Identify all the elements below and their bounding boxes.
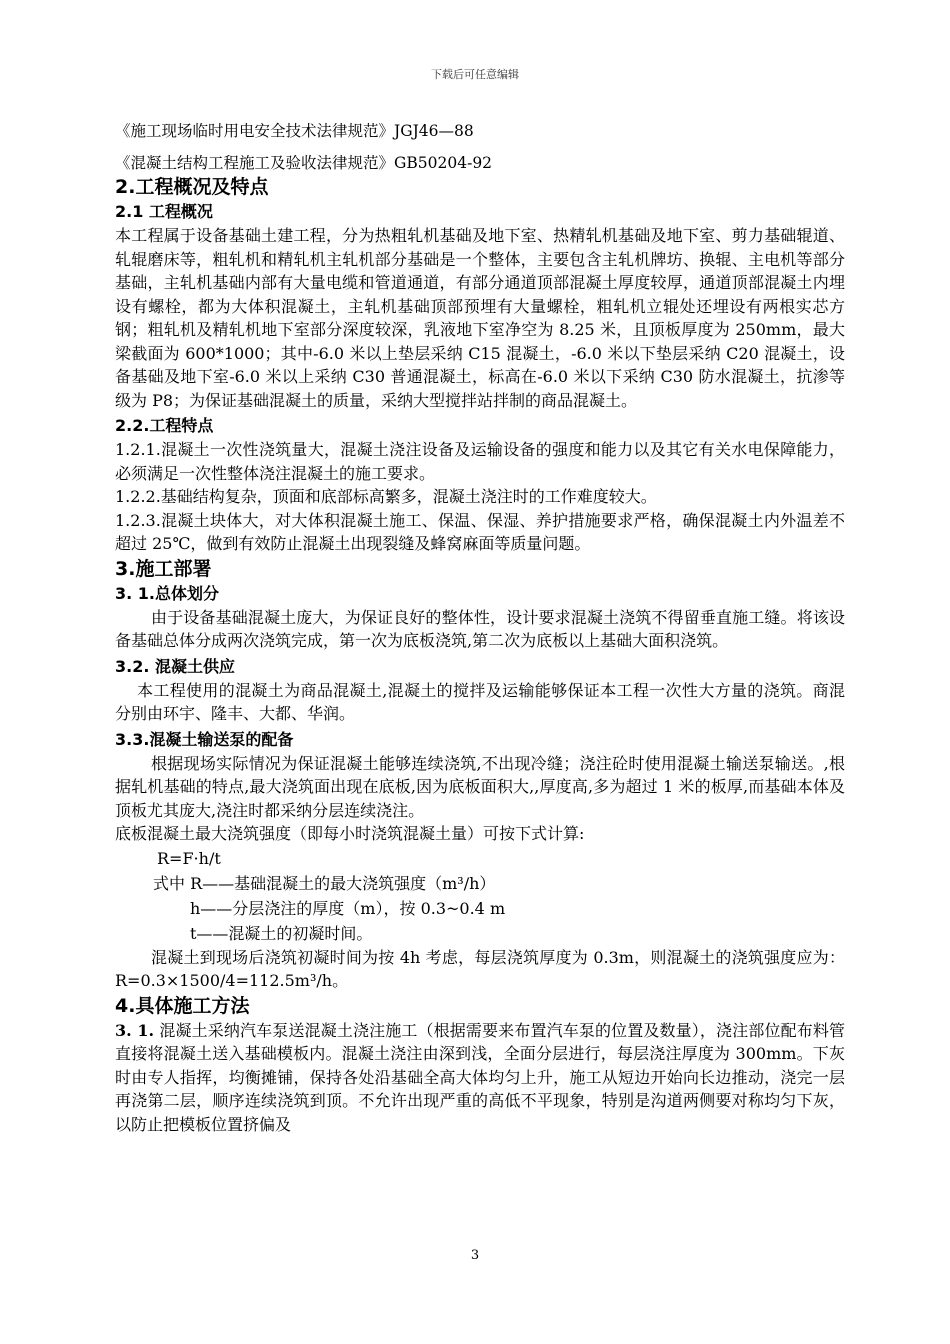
section-4-heading: 4.具体施工方法 — [115, 994, 250, 1017]
section-3-3-heading: 3.3.混凝土输送泵的配备 — [115, 729, 294, 749]
page-number: 3 — [470, 1248, 480, 1263]
feature-item-3: 1.2.3.混凝土块体大，对大体积混凝土施工、保温、保湿、养护措施要求严格，确保混凝土内外温差不超过 25℃，做到有效防止混凝土出现裂缝及蜂窝麻面等质量问题。 — [115, 510, 845, 553]
formula-where-r: 式中 R——基础混凝土的最大浇筑强度（m³/h） — [153, 873, 496, 893]
feature-item-2: 1.2.2.基础结构复杂，顶面和底部标高繁多，混凝土浇注时的工作难度较大。 — [115, 487, 657, 506]
feature-item-1: 1.2.1.混凝土一次性浇筑量大，混凝土浇注设备及运输设备的强度和能力以及其它有关水电保障能力，必须满足一次性整体浇注混凝土的施工要求。 — [115, 440, 845, 483]
section-4-1-body: 混凝土采纳汽车泵送混凝土浇注施工（根据需要来布置汽车泵的位置及数量），浇注部位配布料管直接将混凝土送入基础模板内。混凝土浇注由深到浅，全面分层进行，每层浇注厚度为 300mm。下灰时由专人指挥，均衡摊铺，保持各处沿基础全高大体均匀上升，施工从短边开始向长边推动，浇完一层再浇第二层，顺序连续浇筑到顶。不允许出现严重的高低不平现象，特别是沟道两侧要对称均匀下灰，以防止把模板位置挤偏及 — [115, 1020, 845, 1134]
formula-where-t: t——混凝土的初凝时间。 — [190, 923, 373, 943]
section-3-2-text: 本工程使用的混凝土为商品混凝土,混凝土的搅拌及运输能够保证本工程一次性大方量的浇筑。商混分别由环宇、隆丰、大都、华润。 — [115, 680, 845, 723]
section-3-heading: 3.施工部署 — [115, 557, 212, 580]
section-2-heading: 2.工程概况及特点 — [115, 176, 269, 198]
pour-rate-calculation: 混凝土到现场后浇筑初凝时间为按 4h 考虑，每层浇筑厚度为 0.3m，则混凝土的浇筑强度应为：R=0.3×1500/4=112.5m³/h。 — [115, 947, 845, 990]
reference-jgj46: 《施工现场临时用电安全技术法律规范》JGJ46—88 — [115, 122, 474, 140]
section-3-1-text: 由于设备基础混凝土庞大，为保证良好的整体性，设计要求混凝土浇筑不得留垂直施工缝。将该设备基础总体分成两次浇筑完成，第一次为底板浇筑,第二次为底板以上基础大面积浇筑。 — [115, 607, 845, 650]
section-4-1-text — [115, 1019, 845, 1137]
section-3-2-heading: 3.2. 混凝土供应 — [115, 656, 235, 676]
section-2-1-text: 本工程属于设备基础土建工程，分为热粗轧机基础及地下室、热精轧机基础及地下室、剪力基础辊道、轧辊磨床等，粗轧机和精轧机主轧机部分基础是一个整体，主要包含主轧机牌坊、换辊、主电机等部分基础，主轧机基础内部有大量电缆和管道通道，有部分通道顶部混凝土厚度较厚，通道顶部混凝土内埋设有螺栓，都为大体积混凝土，主轧机基础顶部预埋有大量螺栓，粗轧机立辊处还埋设有两根实芯方钢；粗轧机及精轧机地下室部分深度较深，乳液地下室净空为 8.25 米，且顶板厚度为 250mm，最大梁截面为 600*1000；其中-6.0 米以上垫层采纳 C15 混凝土，-6.0 米以下垫层采纳 C20 混凝土，设备基础及地下室-6.0 米以上采纳 C30 普通混凝土，标高在-6.0 米以下采纳 C30 防水混凝土，抗渗等级为 P8；为保证基础混凝土的质量，采纳大型搅拌站拌制的商品混凝土。 — [115, 226, 845, 410]
section-2-1-heading: 2.1 工程概况 — [115, 202, 213, 221]
formula-where-h: h——分层浇注的厚度（m），按 0.3~0.4 m — [190, 898, 506, 918]
section-3-1-heading: 3. 1.总体划分 — [115, 583, 219, 603]
page-header-note: 下载后可任意编辑 — [431, 68, 519, 81]
reference-gb50204: 《混凝土结构工程施工及验收法律规范》GB50204-92 — [115, 154, 493, 172]
formula-intro: 底板混凝土最大浇筑强度（即每小时浇筑混凝土量）可按下式计算: — [115, 824, 585, 843]
section-4-1-label: 3. 1. — [115, 1020, 155, 1040]
section-3-3-text: 根据现场实际情况为保证混凝土能够连续浇筑,不出现冷缝；浇注砼时使用混凝土输送泵输送。,根据轧机基础的特点,最大浇筑面出现在底板,因为底板面积大,,厚度高,多为超过 1 米的板厚,而基础本体及顶板尤其庞大,浇注时都采纳分层连续浇注。 — [115, 753, 845, 820]
formula: R=F·h/t — [157, 848, 221, 868]
document-body — [115, 120, 845, 1136]
section-2-2-heading: 2.2.工程特点 — [115, 416, 214, 435]
